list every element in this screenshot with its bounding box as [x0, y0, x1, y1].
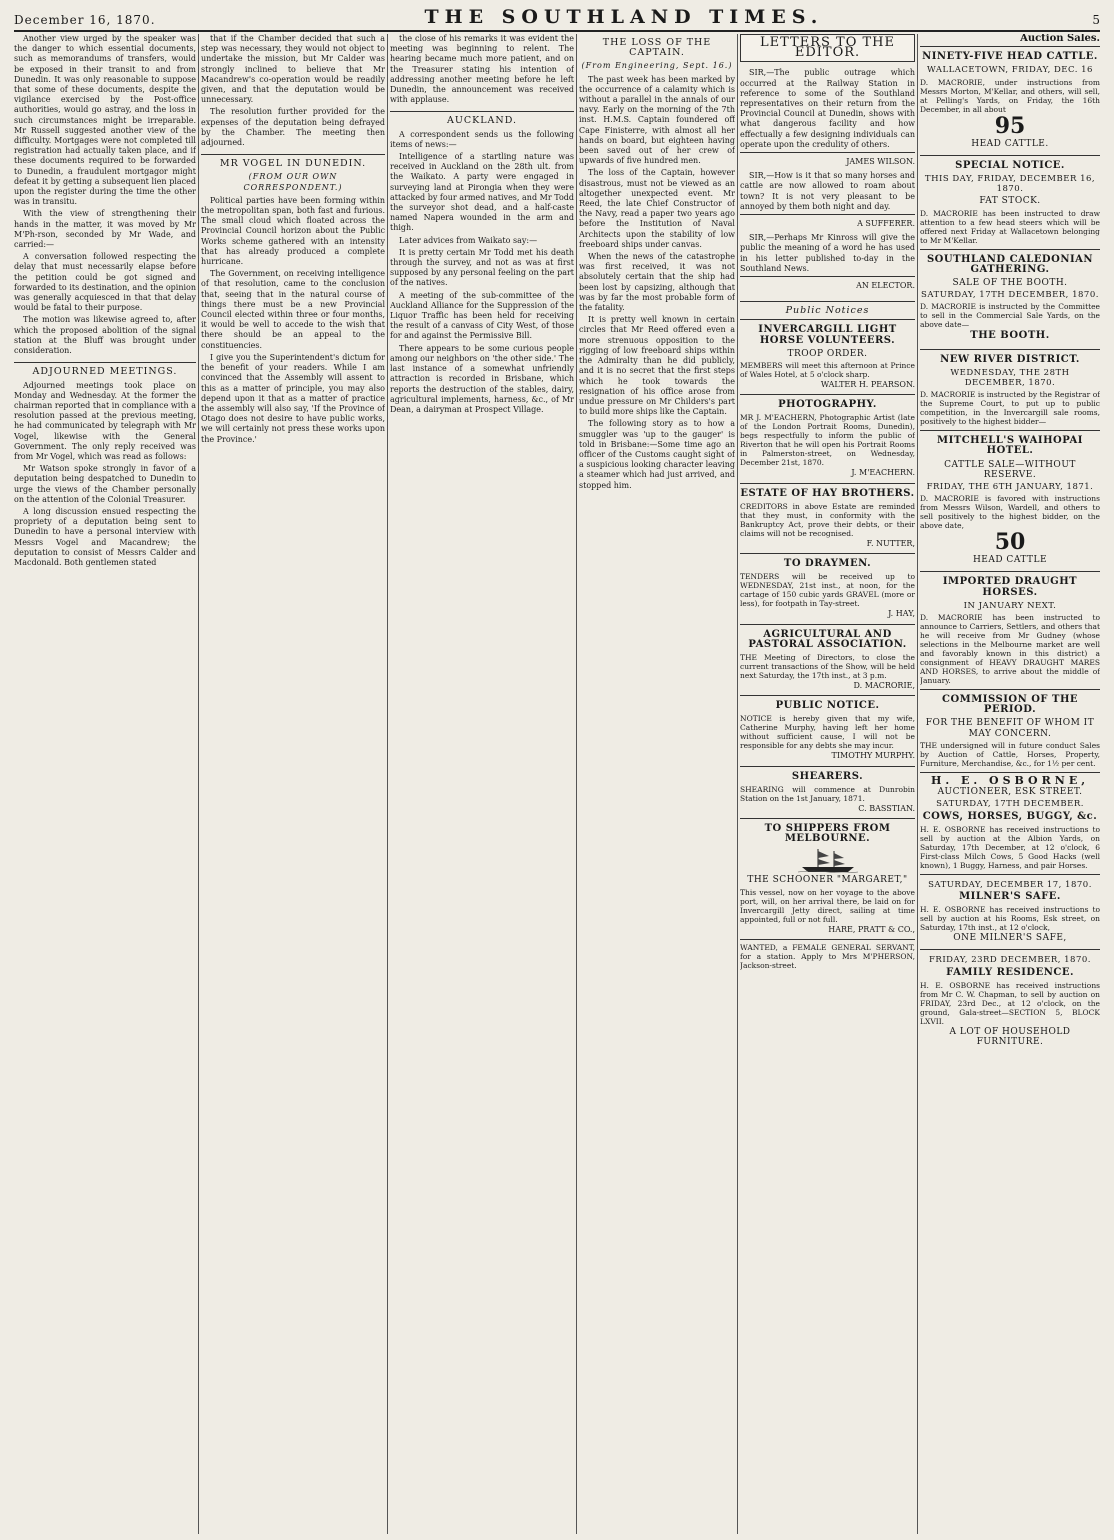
article-paragraph: A long discussion ensued respecting the propriety of a deputation being sent to Dunedin to have a personal interview with Messrs Vogel and Macandrew; the deputation to consist of Messrs Calder and Macdonald. Both gentlemen stated — [14, 506, 196, 567]
article-paragraph: The loss of the Captain, however disastrous, must not be viewed as an altogether unexpected event. Mr Reed, the late Chief Constructor of the Navy, read a paper two years ago before the Institution of Naval Architects upon the stability of low freeboard ships under canvas. — [579, 168, 735, 249]
notice-body: This vessel, now on her voyage to the above port, will, on her arrival there, be laid on for Invercargill Jetty direct, sailing at time appointed, full or not full. — [740, 887, 915, 924]
section-heading: THE LOSS OF THE CAPTAIN. — [602, 37, 712, 59]
auction-ad — [920, 772, 1100, 874]
article-paragraph: A meeting of the sub-committee of the Auckland Alliance for the Suppression of the Liquor Traffic has been held for receiving the result of a canvass of City West, of those for and against the Permissive Bill. — [390, 290, 574, 341]
auction-subheading: CATTLE SALE—WITHOUT RESERVE. — [944, 459, 1076, 480]
auction-date: SATURDAY, 17TH DECEMBER. — [936, 799, 1084, 810]
column-rule — [576, 34, 577, 1534]
notice-ad — [740, 766, 915, 818]
notice-heading: TO SHIPPERS FROM MELBOURNE. — [764, 822, 891, 845]
auction-item: THE BOOTH. — [970, 330, 1050, 342]
notice-signature: WALTER H. PEARSON. — [820, 380, 915, 390]
notice-signature: D. MACRORIE, — [853, 680, 915, 690]
auction-heading: MITCHELL'S WAIHOPAI HOTEL. — [937, 435, 1083, 457]
article-paragraph: Intelligence of a startling nature was received in Auckland on the 28th ult. from the Waikato. A party were engaged in surveying land at Pirongia when they were attacked by four armed natives, and Mr Todd the surveyor shot dead, and a half-caste named Napera wounded in the arm and thigh. — [390, 152, 574, 233]
auction-date: FRIDAY, 23RD DECEMBER, 1870. — [929, 955, 1091, 966]
article-paragraph: The motion was likewise agreed to, after which the proposed abolition of the signal station at the Bluff was brought under consideration. — [14, 315, 196, 356]
notice-body: SHEARING will commence at Dunrobin Station on the 1st January, 1871. — [740, 784, 915, 803]
auction-body: H. E. OSBORNE has received instructions to sell by auction at his Rooms, Esk street, on Saturday, 17th inst., at 12 o'clock, — [920, 905, 1100, 933]
auction-date: SATURDAY, 17TH DECEMBER, 1870. — [921, 290, 1099, 301]
column-4 — [579, 34, 735, 1534]
notice-subheading: THE SCHOONER "MARGARET," — [747, 875, 908, 886]
column-6 — [920, 34, 1100, 1534]
public-notices-heading: Public Notices — [740, 301, 915, 316]
letter-signature: AN ELECTOR. — [856, 281, 915, 291]
auction-date: THIS DAY, FRIDAY, DECEMBER 16, 1870. — [924, 174, 1096, 195]
auction-ad — [920, 249, 1100, 349]
section-subheading: (FROM OUR OWN CORRESPONDENT.) — [243, 172, 343, 192]
auction-body: THE undersigned will in future conduct Sales by Auction of Cattle, Horses, Property, Furniture, Merchandise, &c., for 1½ per cent. — [920, 740, 1100, 768]
auction-body: D. MACRORIE is instructed by the Committee to sell in the Commercial Sale Yards, on the above date— — [920, 302, 1100, 330]
section-subheading: (From Engineering, Sept. 16.) — [581, 61, 733, 71]
auction-subheading: FAT STOCK. — [979, 196, 1041, 207]
auctioneer-name: H. E. OSBORNE, — [930, 773, 1090, 787]
page-number: 5 — [1092, 13, 1100, 27]
column-rule — [198, 34, 199, 1534]
notice-ad — [740, 695, 915, 765]
auction-body: D. MACRORIE is favored with instructions from Messrs Wilson, Wardell, and others to sell positively to the highest bidder, on the above date, — [920, 494, 1100, 531]
auction-body: H. E. OSBORNE has received instructions to sell by auction at the Albion Yards, on Saturday, 17th December, at 12 o'clock, 6 First-class Milch Cows, 5 Good Hacks (well known), 1 Buggy, Harness, and pair Horses. — [920, 824, 1100, 870]
auction-item: A LOT OF HOUSEHOLD FURNITURE. — [949, 1026, 1071, 1047]
article-paragraph: The past week has been marked by the occurrence of a calamity which is without a parallel in the annals of our navy. Early on the morning of the 7th inst. H.M.S. Captain foundered off Cape Finisterre, with almost all her hands on board, but eighteen having been saved out of her crew of upwards of five hundred men. — [579, 74, 735, 166]
auction-ad — [920, 949, 1100, 1053]
notice-heading: INVERCARGILL LIGHT HORSE VOLUNTEERS. — [758, 324, 897, 346]
notice-ad — [740, 394, 915, 482]
notice-heading: AGRICULTURAL AND PASTORAL ASSOCIATION. — [748, 628, 907, 650]
auction-date: IN JANUARY NEXT. — [963, 600, 1057, 611]
auction-subheading: SALE OF THE BOOTH. — [952, 278, 1068, 289]
letters-heading: LETTERS TO THE EDITOR. — [740, 34, 915, 62]
auction-heading: MILNER'S SAFE. — [959, 890, 1061, 902]
column-5 — [740, 34, 915, 1534]
article-paragraph: The resolution further provided for the expenses of the deputation being defrayed by the Chamber. The meeting then adjourned. — [201, 107, 385, 148]
notice-body: TENDERS will be received up to WEDNESDAY, 21st inst., at noon, for the cartage of 150 cubic yards GRAVEL (more or less), for footpath in Tay-street. — [740, 572, 915, 609]
auction-date: SATURDAY, DECEMBER 17, 1870. — [928, 879, 1092, 890]
article-paragraph: It is pretty certain Mr Todd met his death through the survey, and not as was at first supposed by any personal feeling on the part of the natives. — [390, 247, 574, 288]
article-paragraph: With the view of strengthening their hands in the matter, it was moved by Mr M'Ph-rson, seconded by Mr Wade, and carried:— — [14, 209, 196, 250]
auction-ad — [920, 155, 1100, 249]
auction-figure: 95 — [994, 112, 1026, 139]
auction-body: D. MACRORIE has been instructed to draw attention to a few head steers which will be offered next Friday at Wallacetown belonging to Mr M'Kellar. — [920, 208, 1100, 245]
notice-heading: PHOTOGRAPHY. — [778, 399, 877, 411]
auction-date: WEDNESDAY, THE 28TH DECEMBER, 1870. — [950, 367, 1070, 389]
notice-signature: HARE, PRATT & CO., — [828, 924, 915, 934]
sailing-ship-icon — [798, 847, 858, 873]
auction-item: ONE MILNER'S SAFE, — [953, 933, 1067, 944]
letter-paragraph: SIR,—How is it that so many horses and cattle are now allowed to roam about town? It is not very pleasant to be annoyed by them both night and day. — [740, 171, 915, 211]
column-rule — [387, 34, 388, 1534]
auction-heading: COMMISSION OF THE PERIOD. — [941, 694, 1079, 716]
letter-signature: JAMES WILSON. — [846, 157, 915, 167]
auction-item: HEAD CATTLE — [972, 555, 1048, 566]
auction-ad — [920, 571, 1100, 689]
auction-heading: NEW RIVER DISTRICT. — [940, 353, 1080, 365]
notice-heading: ESTATE OF HAY BROTHERS. — [740, 487, 915, 499]
auction-ad — [920, 349, 1100, 431]
auction-item: HEAD CATTLE. — [971, 138, 1049, 149]
section-heading: MR VOGEL IN DUNEDIN. — [201, 154, 385, 169]
auction-heading: SPECIAL NOTICE. — [955, 159, 1065, 171]
notice-heading: TO DRAYMEN. — [783, 558, 872, 570]
article-paragraph: the close of his remarks it was evident the meeting was beginning to relent. The hearing became much more patient, and on the Treasurer stating his intention of addressing another meeting before he left Dunedin, the announcement was received with applause. — [390, 34, 574, 105]
auction-heading: IMPORTED DRAUGHT HORSES. — [942, 576, 1078, 598]
notice-body: NOTICE is hereby given that my wife, Catherine Murphy, having left her home without sufficient cause, I will not be responsible for any debts she may incur. — [740, 714, 915, 751]
auction-ad — [920, 430, 1100, 571]
notice-body: CREDITORS in above Estate are reminded that they must, in conformity with the Bankruptcy Act, prove their debts, or their claims will not be recognised. — [740, 501, 915, 538]
article-paragraph: Later advices from Waikato say:— — [399, 235, 538, 245]
article-paragraph: There appears to be some curious people among our neighbors on 'the other side.' The last instance of a somewhat unfriendly attraction is recorded in Brisbane, which reports the destruction of the stables, dairy, agricultural implements, harness, &c., of Mr Dean, a dairyman at Prospect Village. — [390, 343, 574, 414]
notice-signature: TIMOTHY MURPHY. — [831, 751, 915, 761]
section-heading: ADJOURNED MEETINGS. — [14, 362, 196, 377]
auction-date: WALLACETOWN, FRIDAY, DEC. 16 — [927, 65, 1093, 76]
notice-signature: J. M'EACHERN. — [851, 468, 915, 478]
article-paragraph: Mr Watson spoke strongly in favor of a deputation being despatched to Dunedin to urge the views of the Chamber personally on the attention of the Colonial Treasurer. — [14, 464, 196, 504]
letter-signature: A SUFFERER. — [857, 219, 915, 229]
column-rule — [737, 34, 738, 1534]
article-paragraph: Adjourned meetings took place on Monday and Wednesday. At the former the chairman reported that in compliance with a resolution passed at the previous meeting, he had communicated by telegraph with Mr Vogel, likewise with the General Government. The only reply received was from Mr Vogel, which was read as follows: — [14, 380, 196, 461]
notice-heading: PUBLIC NOTICE. — [775, 700, 880, 712]
auction-body: D. MACRORIE is instructed by the Registrar of the Supreme Court, to put up to public competition, in the Invercargill sale rooms, positively to the highest bidder— — [920, 390, 1100, 427]
notice-ad — [740, 483, 915, 553]
article-paragraph: The Government, on receiving intelligence of that resolution, came to the conclusion that, seeing that in the natural course of things there must be a new Provincial Council elected within three or four months, it would be well to accede to the wish that there should be an appeal to the constituencies. — [201, 269, 385, 350]
auction-body: H. E. OSBORNE has received instructions from Mr C. W. Chapman, to sell by auction on FRIDAY, 23rd Dec., at 12 o'clock, on the ground, Gala-street—SECTION 5, BLOCK LXVII. — [920, 980, 1100, 1026]
notice-ad — [740, 818, 915, 939]
article-paragraph: Another view urged by the speaker was the danger to which essential documents, such as memorandums of transfers, would be exposed in their transit to and from Dunedin. It was only reasonable to suppose that some of these documents, despite the vigilance exercised by the Post-office authorities, would go astray, and the loss in such circumstances might be irreparable. Mr Russell suggested another view of the difficulty. Mortgages were not completed till registration had actually taken place, and if these documents required to be forwarded to Dunedin, a fraudulent mortgagor might defeat it by getting a subsequent lien placed upon the register during the time the other was in transitu. — [14, 34, 196, 207]
auction-body: D. MACRORIE has been instructed to announce to Carriers, Settlers, and others that he will receive from Mr Gudney (whose selections in the Melbourne market are well and favorably known in this district) a consignment of HEAVY DRAUGHT MARES AND HORSES, to arrive about the middle of January. — [920, 613, 1100, 686]
letter-paragraph: SIR,—The public outrage which occurred at the Railway Station in reference to some of the Southland representatives on their return from the Provincial Council at Dunedin, shows with what dangerous facility and how effectually a few designing individuals can operate upon the credulity of others. — [740, 68, 915, 149]
notice-heading: SHEARERS. — [791, 770, 864, 782]
auction-figure: 50 — [994, 529, 1026, 556]
auction-ad — [920, 689, 1100, 772]
column-2 — [201, 34, 385, 1534]
column-1 — [14, 34, 196, 1534]
notice-body: WANTED, a FEMALE GENERAL SERVANT, for a station. Apply to Mrs M'PHERSON, Jackson-street. — [740, 942, 915, 970]
auction-heading: NINETY-FIVE HEAD CATTLE. — [922, 51, 1098, 63]
newspaper-title: THE SOUTHLAND TIMES. — [424, 6, 824, 28]
auction-heading: COWS, HORSES, BUGGY, &c. — [922, 810, 1098, 822]
notice-ad — [740, 319, 915, 394]
section-heading: AUCKLAND. — [390, 111, 574, 126]
auction-heading: SOUTHLAND CALEDONIAN GATHERING. — [926, 253, 1094, 275]
notice-subheading: TROOP ORDER. — [787, 348, 868, 359]
auction-ad — [920, 874, 1100, 950]
article-paragraph: I give you the Superintendent's dictum for the benefit of your readers. While I am convinced that the Assembly will assent to this as a matter of principle, you may also depend upon it that as a matter of practice the assembly will also say, 'If the Province of Otago does not desire to have public works, we will certainly not press these works upon the Province.' — [201, 352, 385, 444]
notice-signature: C. BASSTIAN. — [858, 803, 915, 813]
auction-subheading: FOR THE BENEFIT OF WHOM IT MAY CONCERN. — [925, 718, 1095, 739]
article-paragraph: It is pretty well known in certain circles that Mr Reed offered even a more strenuous opposition to the rigging of low freeboard ships within the Admiralty than he did publicly, and it is no secret that the first steps which he took towards the resignation of his office arose from undue pressure on Mr Childers's part to build more ships like the Captain. — [579, 315, 735, 417]
auction-sales-tag: Auction Sales. — [1020, 34, 1100, 44]
article-paragraph: When the news of the catastrophe was first received, it was not absolutely certain that the ship had been lost by capsizing, although that was by far the most probable form of the fatality. — [579, 252, 735, 313]
notice-ad — [740, 939, 915, 974]
auction-date: FRIDAY, THE 6TH JANUARY, 1871. — [926, 482, 1094, 493]
article-paragraph: A conversation followed respecting the delay that must necessarily elapse before the petition could be got signed and forwarded to its destination, and the opinion was generally acquiesced in that that delay would be fatal to their purpose. — [14, 252, 196, 313]
column-3 — [390, 34, 574, 1534]
notice-ad — [740, 624, 915, 696]
auction-ad — [920, 46, 1100, 155]
issue-date: December 16, 1870. — [14, 13, 156, 27]
auctioneer-address: AUCTIONEER, ESK STREET. — [937, 787, 1083, 798]
auction-body: D. MACRORIE, under instructions from Messrs Morton, M'Kellar, and others, will sell, at Pelling's Yards, on Friday, the 16th December, in all about — [920, 77, 1100, 114]
article-paragraph: that if the Chamber decided that such a step was necessary, they would not object to undertake the mission, but Mr Calder was strongly inclined to believe that Mr Macandrew's co-operation would be readily given, and that the deputation would be unnecessary. — [201, 34, 385, 105]
article-paragraph: A correspondent sends us the following items of news:— — [390, 129, 574, 149]
article-paragraph: The following story as to how a smuggler was 'up to the gauger' is told in Brisbane:—Some time ago an officer of the Customs caught sight of a suspicious looking character leaving a steamer which had just arrived, and stopped him. — [579, 419, 735, 490]
notice-body: MEMBERS will meet this afternoon at Prince of Wales Hotel, at 5 o'clock sharp. — [740, 361, 915, 380]
letter-paragraph: SIR,—Perhaps Mr Kinross will give the public the meaning of a word he has used in his letter published to-day in the Southland News. — [740, 233, 915, 273]
article-paragraph: Political parties have been forming within the metropolitan span, both fast and furious. The small cloud which floated across the Provincial Council horizon about the Public Works scheme gathered with an intensity that has already produced a complete hurricane. — [201, 195, 385, 267]
notice-body: MR J. M'EACHERN, Photographic Artist (late of the London Portrait Rooms, Dunedin), begs respectfully to inform the public of Riverton that he will open his Portrait Rooms in Palmerston-street, on Wednesday, December 21st, 1870. — [740, 413, 915, 468]
notice-body: THE Meeting of Directors, to close the current transactions of the Show, will be held next Saturday, the 17th inst., at 3 p.m. — [740, 652, 915, 680]
auction-heading: FAMILY RESIDENCE. — [946, 966, 1074, 978]
notice-ad — [740, 553, 915, 623]
notice-signature: J. HAY, — [888, 609, 915, 619]
notice-signature: F. NUTTER, — [866, 538, 915, 548]
column-rule — [917, 34, 918, 1534]
masthead — [14, 4, 1100, 32]
